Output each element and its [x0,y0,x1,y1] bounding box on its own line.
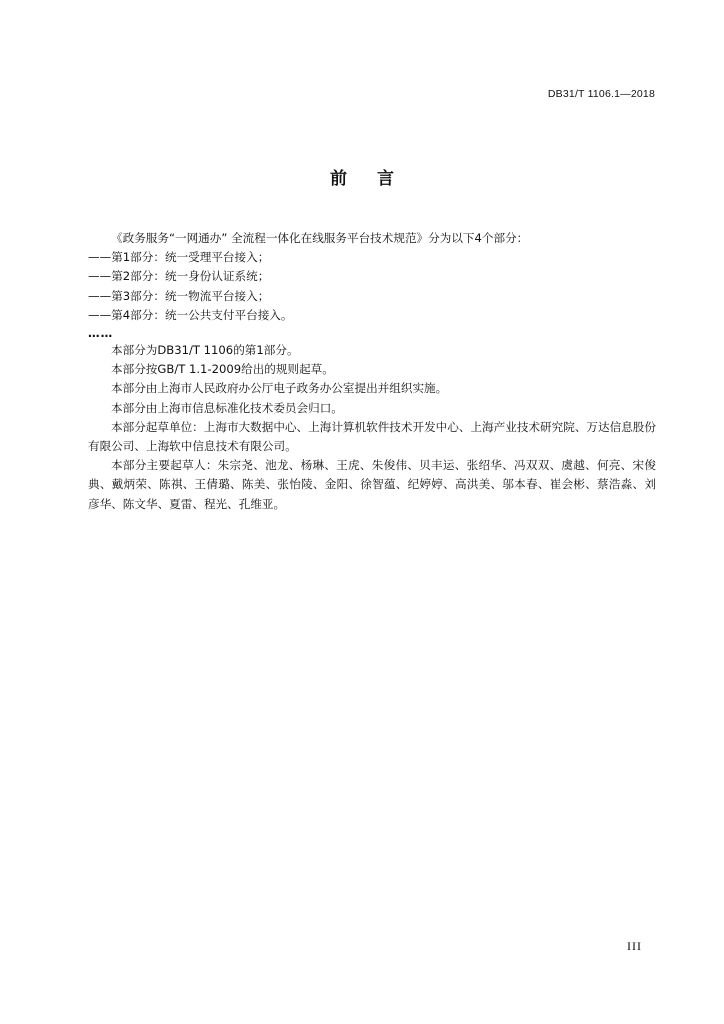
main-drafters: 本部分主要起草人：朱宗尧、池龙、杨琳、王虎、朱俊伟、贝丰运、张绍华、冯双双、虞越、何亮、宋俊典、戴炳荣、陈祺、王倩璐、陈美、张怡陵、金阳、徐智蕴、纪婷婷、高洪美、邬本春、崔会彬、蔡浩淼、刘彦华、陈文华、夏雷、程光、孔维亚。 [88,458,656,511]
foreword-content [88,229,656,514]
standard-code: DB31/T 1106.1—2018 [547,88,655,100]
ellipsis: …… [88,326,114,341]
centralized-by-statement: 本部分由上海市信息标准化技术委员会归口。 [111,400,343,415]
part-item-2: ——第2部分：统一身份认证系统； [88,269,270,284]
intro-paragraph: 《政务服务“一网通办” 全流程一体化在线服务平台技术规范》分为以下4个部分： [111,231,529,245]
part-statement: 本部分为DB31/T 1106的第1部分。 [111,343,299,358]
page-title: 前言 [330,169,424,189]
drafting-rules: 本部分按GB/T 1.1-2009给出的规则起草。 [111,362,334,377]
page-number: III [627,939,642,953]
part-item-4: ——第4部分：统一公共支付平台接入。 [88,307,293,322]
proposer-statement: 本部分由上海市人民政府办公厅电子政务办公室提出并组织实施。 [111,381,448,396]
part-item-3: ——第3部分：统一物流平台接入； [88,288,270,303]
drafting-units: 本部分起草单位：上海市大数据中心、上海计算机软件技术开发中心、上海产业技术研究院、万达信息股份有限公司、上海软中信息技术有限公司。 [88,419,656,454]
part-item-1: ——第1部分：统一受理平台接入； [88,250,270,265]
